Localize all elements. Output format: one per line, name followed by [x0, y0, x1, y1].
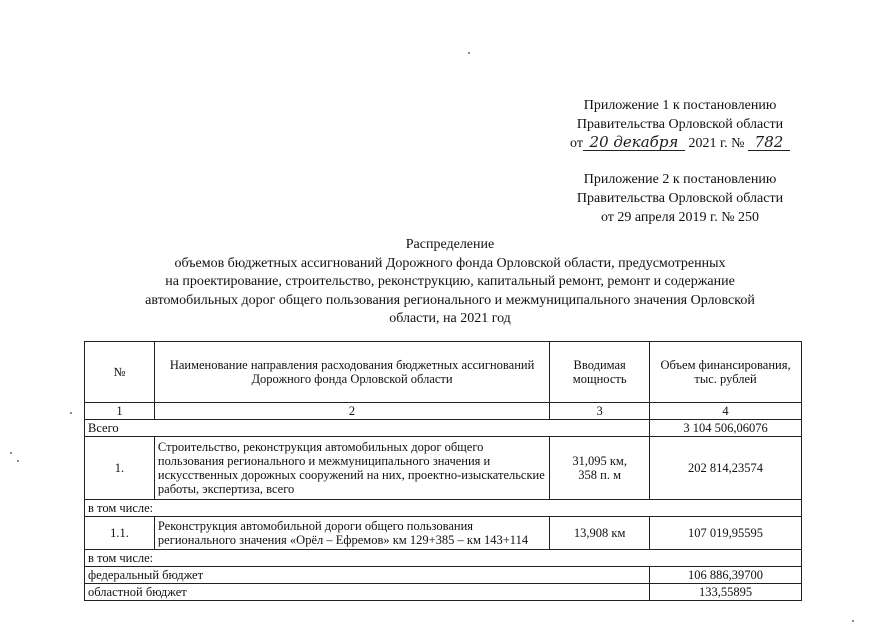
table-row [85, 517, 802, 550]
handwritten-date: 20 декабря [583, 135, 685, 151]
header-no: № [85, 342, 155, 403]
scan-speck [17, 460, 19, 462]
regional-budget-value: 133,55895 [650, 584, 802, 601]
title-line5: области, на 2021 год [389, 311, 511, 327]
title-line3: на проектирование, строительство, реконструкцию, капитальный ремонт, ремонт и содержание [165, 274, 735, 290]
scan-speck [852, 620, 854, 622]
table-header-row [85, 342, 802, 403]
federal-budget-label: федеральный бюджет [85, 567, 650, 584]
row-number: 1.1. [85, 517, 155, 550]
appendix-2-header [558, 170, 802, 227]
scan-speck [10, 452, 12, 454]
row-value: 202 814,23574 [650, 437, 802, 500]
appendix-1-line2: Правительства Орловской области [576, 117, 784, 132]
appendix-1-header [558, 96, 802, 153]
appendix-1-mid: 2021 г. № [688, 136, 745, 151]
regional-budget-label: областной бюджет [85, 584, 650, 601]
row-name: Реконструкция автомобильной дороги общего пользования регионального значения «Орёл – Ефремов» км 129+385 – км 143+114 [154, 517, 549, 550]
header-name: Наименование направления расходования бюджетных ассигнований Дорожного фонда Орловской области [154, 342, 549, 403]
total-value: 3 104 506,06076 [650, 420, 802, 437]
handwritten-number: 782 [748, 135, 790, 151]
row-number: 1. [85, 437, 155, 500]
col-number: 1 [85, 403, 155, 420]
scan-speck [468, 52, 470, 54]
appendix-2-line1: Приложение 2 к постановлению [583, 172, 777, 187]
appendix-2-line2: Правительства Орловской области [576, 191, 784, 206]
title-line1: Распределение [405, 237, 495, 252]
title-line2: объемов бюджетных ассигнований Дорожного фонда Орловской области, предусмотренных [174, 255, 726, 271]
row-name: Строительство, реконструкция автомобильных дорог общего пользования регионального и межмуниципального значения и искусственных дорожных сооружений на них, проектно-изыскательские работы, экспертиза, всего [154, 437, 549, 500]
row-capacity: 13,908 км [550, 517, 650, 550]
col-number: 3 [550, 403, 650, 420]
fund-table [84, 341, 802, 601]
document-title [110, 236, 790, 329]
row-capacity [550, 437, 650, 500]
federal-budget-row [85, 567, 802, 584]
appendix-1-line1: Приложение 1 к постановлению [583, 98, 777, 113]
capacity-line2: 358 п. м [578, 468, 622, 482]
table-row [85, 437, 802, 500]
col-number: 4 [650, 403, 802, 420]
row-value: 107 019,95595 [650, 517, 802, 550]
federal-budget-value: 106 886,39700 [650, 567, 802, 584]
including-row [85, 550, 802, 567]
appendix-1-prefix: от [570, 136, 583, 151]
total-row [85, 420, 802, 437]
appendix-2-line3: от 29 апреля 2019 г. № 250 [600, 210, 760, 225]
header-capacity: Вводимая мощность [550, 342, 650, 403]
regional-budget-row [85, 584, 802, 601]
total-label: Всего [85, 420, 650, 437]
capacity-line1: 31,095 км, [572, 454, 627, 468]
header-volume: Объем финансирования, тыс. рублей [650, 342, 802, 403]
including-label: в том числе: [85, 550, 802, 567]
title-line4: автомобильных дорог общего пользования регионального и межмуниципального значения Орловской [145, 292, 755, 308]
col-number: 2 [154, 403, 549, 420]
column-numbers-row [85, 403, 802, 420]
including-label: в том числе: [85, 500, 802, 517]
including-row [85, 500, 802, 517]
appendix-1-line3 [558, 134, 802, 153]
scan-speck [70, 412, 72, 414]
